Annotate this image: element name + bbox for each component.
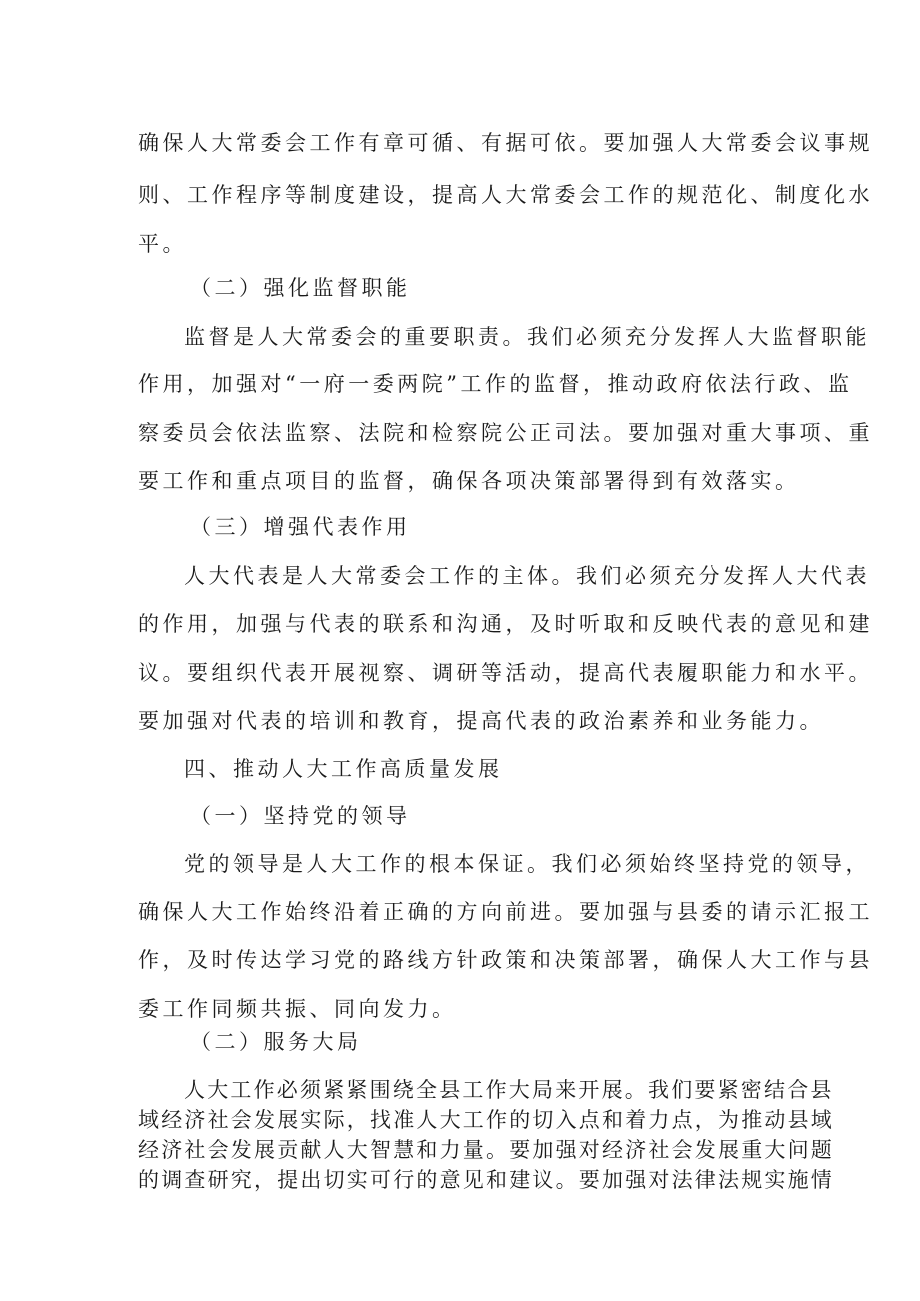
body-text-line: 确保人大工作始终沿着正确的方向前进。要加强与县委的请示汇报工 (138, 900, 873, 924)
body-text-line: 议。要组织代表开展视察、调研等活动，提高代表履职能力和水平。 (138, 661, 873, 685)
body-text-line: 委工作同频共振、同向发力。 (138, 997, 457, 1021)
body-text-line: 察委员会依法监察、法院和检察院公正司法。要加强对重大事项、重 (138, 421, 873, 445)
body-text-line: 党的领导是人大工作的根本保证。我们必须始终坚持党的领导， (184, 852, 870, 876)
body-text-line: 要加强对代表的培训和教育，提高代表的政治素养和业务能力。 (138, 709, 824, 733)
section-heading: （三）增强代表作用 (190, 515, 411, 539)
chapter-heading: 四、推动人大工作高质量发展 (184, 757, 503, 781)
section-heading: （一）坚持党的领导 (190, 804, 411, 828)
section-heading: （二）强化监督职能 (190, 276, 411, 300)
body-text-line: 监督是人大常委会的重要职责。我们必须充分发挥人大监督职能 (184, 325, 870, 349)
body-text-line: 人大工作必须紧紧围绕全县工作大局来开展。我们要紧密结合县 (184, 1078, 834, 1102)
body-text-line: 的作用，加强与代表的联系和沟通，及时听取和反映代表的意见和建 (138, 612, 873, 636)
body-text-line: 作，及时传达学习党的路线方针政策和决策部署，确保人大工作与县 (138, 948, 873, 972)
body-text-line: 域经济社会发展实际，找准人大工作的切入点和着力点，为推动县域 (138, 1108, 834, 1132)
body-text-line: 则、工作程序等制度建设，提高人大常委会工作的规范化、制度化水 (138, 183, 873, 207)
body-text-line: 确保人大常委会工作有章可循、有据可依。要加强人大常委会议事规 (138, 131, 873, 155)
body-text-line: 的调查研究，提出切实可行的意见和建议。要加强对法律法规实施情 (138, 1168, 834, 1192)
body-text-line: 人大代表是人大常委会工作的主体。我们必须充分发挥人大代表 (184, 564, 870, 588)
body-text-line: 作用，加强对“一府一委两院”工作的监督，推动政府依法行政、监 (138, 372, 853, 396)
body-text-line: 经济社会发展贡献人大智慧和力量。要加强对经济社会发展重大问题 (138, 1138, 834, 1162)
body-text-line: 平。 (138, 232, 187, 256)
section-heading: （二）服务大局 (190, 1030, 362, 1054)
body-text-line: 要工作和重点项目的监督，确保各项决策部署得到有效落实。 (138, 469, 800, 493)
